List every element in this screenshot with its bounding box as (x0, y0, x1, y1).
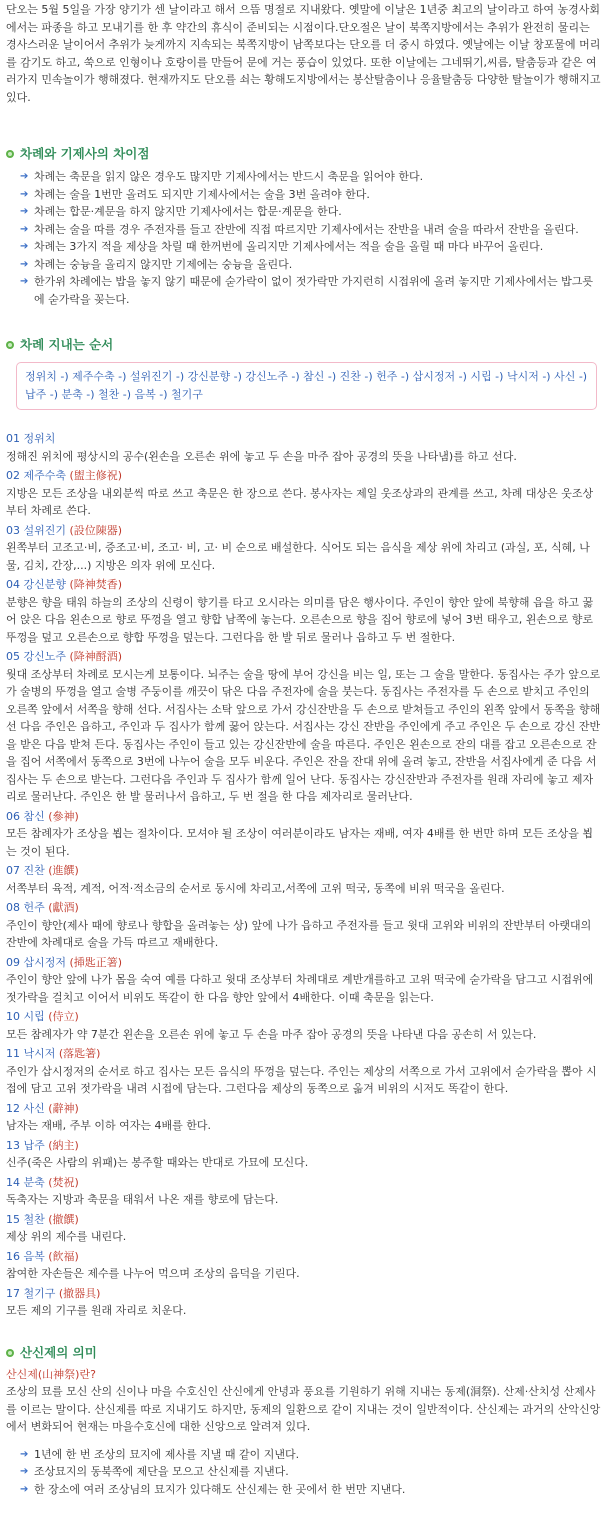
step-body: 서쪽부터 육적, 계적, 어적·적소금의 순서로 동시에 차리고,서쪽에 고위 떡국, 동쪽에 비위 떡국을 올린다. (6, 881, 505, 895)
step-hanja: (揷匙正箸) (69, 955, 123, 969)
arrow-bullet-icon: ➔ (20, 188, 29, 200)
step-hanja: (進饌) (48, 864, 79, 877)
list-item: ➔ 한가위 차례에는 밥을 놓지 않기 때문에 숟가락이 없이 젓가락만 가지런히 시접위에 올려 놓지만 기제사에서는 밥그릇에 숟가락을 꽂는다. (20, 275, 593, 306)
step-title: 15 철찬 (撤饌) (6, 1212, 79, 1226)
step-hanja: (降神焚香) (69, 578, 123, 591)
list-item: ➔ 1년에 한 번 조상의 묘지에 제사를 지낼 때 같이 지낸다. (20, 1446, 601, 1464)
step-body: 모든 참례자가 조상을 뵙는 절차이다. 모셔야 될 조상이 여러분이라도 남자는 재배, 여자 4배를 한 번만 하며 모든 조상을 뵙는 것이 된다. (6, 827, 593, 858)
step-hanja: (撤器具) (58, 1286, 101, 1300)
step-body: 독축자는 지방과 축문을 태워서 나온 재를 향로에 담는다. (6, 1193, 279, 1206)
step-title: 09 삽시정저 (揷匙正箸) (6, 955, 123, 969)
step-title: 11 낙시저 (落匙箸) (6, 1047, 101, 1060)
step-hanja: (侍立) (48, 1010, 79, 1023)
step-body: 제상 위의 제수를 내린다. (6, 1230, 127, 1243)
step-item (6, 648, 601, 806)
section-title-order: 차례 지내는 순서 (6, 334, 601, 356)
arrow-bullet-icon: ➔ (20, 171, 29, 182)
arrow-bullet-icon: ➔ (20, 1483, 29, 1495)
step-title: 07 진찬 (進饌) (6, 864, 79, 877)
step-item (6, 576, 601, 646)
step-hanja: (降神酹酒) (69, 650, 123, 663)
section-title-sansinje: 산신제의 의미 (6, 1342, 601, 1364)
step-body: 모든 참례자가 약 7분간 왼손을 오른손 위에 놓고 두 손을 마주 잡아 공경의 뜻을 나타낸 다음 공손히 서 있는다. (6, 1027, 537, 1041)
arrow-bullet-icon: ➔ (20, 206, 29, 217)
step-item (6, 899, 601, 952)
step-hanja: (飮福) (48, 1249, 79, 1263)
step-body: 왼쪽부터 고조고·비, 증조고·비, 조고· 비, 고· 비 순으로 배설한다. 식어도 되는 음식을 제상 위에 차리고 (과실, 포, 식혜, 나물, 김치, 간장,...) 지방은 의자 위에 모신다. (6, 541, 590, 572)
step-body: 주인가 삽시정저의 순서로 하고 집사는 모든 음식의 뚜껑을 덮는다. 주인는 제상의 서쪽으로 가서 고위에서 숟가락을 뽑아 시접에 담고 고위 젓가락을 내려 시접에 담는다. 그런다음 제상의 동쪽으로 옮겨 비위의 시저도 똑같이 한다. (6, 1064, 597, 1095)
step-title: 14 분축 (焚祝) (6, 1175, 79, 1189)
step-body: 웟대 조상부터 차례로 모시는게 보통이다. 뇌주는 술을 땅에 부어 강신을 비는 일, 또는 그 술을 말한다. 동집사는 주가 앞으로가 술병의 뚜껑을 열고 술병 주둥이를 깨끗이 닦은 다음 주전자에 술을 붓는다. 동집사는 주전자를 두 손으로 받치고 주인의 오른쪽 앞에서 서쪽을 향해 선다. 서집사는 소탁 앞으로 가서 강신잔반을 두 손으로 받쳐들고 주인의 왼쪽 앞에서 동쪽을 향해 선 다음 주인은 읍하고, 주인과 두 집사가 함께 꿇어 앉는다. 서집사는 강신 잔반을 주인에게 주고 주인은 두 손으로 강신 잔반을 받은 다음 받쳐 든다. 동집사는 주인이 들고 있는 강신잔반에 술을 따른다. 주인은 왼손으로 잔의 대를 잡고 오른손으로 잔을 집어 서쪽에서 동쪽으로 3번에 나누어 술을 모두 비운다. 주인은 잔을 잔대 위에 올려 놓고, 잔반을 서집사에게 준 다음 서집사는 두 손으로 받는다. 그런다음 주인과 두 집사가 함께 일어 난다. 동집사는 강신잔반과 주전자를 원래 자리에 놓고 제자리로 물러난다. 주인은 한 발 물러나서 읍하고, 두 번 절을 한 다음 제자리로 물러난다. (6, 667, 601, 803)
arrow-bullet-icon: ➔ (20, 223, 29, 235)
step-title: 03 설위진기 (設位陳器) (6, 523, 123, 537)
step-item (6, 1211, 601, 1246)
list-item: ➔ 차례는 숭늉을 올리지 않지만 기제에는 숭늉을 올린다. (20, 256, 601, 274)
step-title: 05 강신노주 (降神酹酒) (6, 650, 123, 663)
step-body: 신주(죽은 사람의 위패)는 봉주할 때와는 반대로 가묘에 모신다. (6, 1156, 309, 1169)
step-body: 정해진 위치에 평상시의 공수(왼손을 오른손 위에 놓고 두 손을 마주 잡아 공경의 뜻을 나타냄)를 하고 선다. (6, 449, 517, 463)
step-title: 10 시립 (侍立) (6, 1010, 79, 1023)
list-item: ➔ 차례는 축문을 읽지 않은 경우도 많지만 기제사에서는 반드시 축문을 읽어야 한다. (20, 168, 601, 186)
bullet-circle-icon (6, 341, 14, 349)
arrow-bullet-icon: ➔ (20, 241, 29, 252)
step-item (6, 808, 601, 861)
step-item (6, 522, 601, 575)
step-hanja: (辭神) (48, 1101, 79, 1115)
arrow-bullet-icon: ➔ (20, 1466, 29, 1477)
step-item (6, 1008, 601, 1043)
list-item: ➔ 차례는 합문·계문을 하지 않지만 기제사에서는 합문·계문을 한다. (20, 203, 601, 221)
step-item (6, 1045, 601, 1098)
sansinje-body: 조상의 묘를 모신 산의 신이나 마을 수호신인 산신에게 안녕과 풍요를 기원하기 위해 지내는 동제(洞祭). 산제·산치성 산제사를 이르는 말이다. 산신제를 따로 지내기도 하지만, 동제의 일환으로 같이 지내는 것이 일반적이다. 산신제는 과거의 산악신앙에서 변화되어 현재는 마을수호신에 대한 신앙으로 알려져 있다. (6, 1385, 601, 1433)
step-item (6, 954, 601, 1007)
list-item: ➔ 조상묘지의 동북쪽에 제단을 모으고 산신제를 지낸다. (20, 1463, 601, 1481)
list-item: ➔ 차례는 술을 1번만 올려도 되지만 기제사에서는 술을 3번 올려야 한다. (20, 186, 601, 204)
bullet-circle-icon (6, 150, 14, 158)
step-body: 지방은 모든 조상을 내외분씩 따로 쓰고 축문은 한 장으로 쓴다. 봉사자는 제일 웃조상과의 관계를 쓰고, 차례 대상은 웃조상부터 차례로 쓴다. (6, 486, 594, 517)
step-title: 06 참신 (參神) (6, 809, 79, 823)
step-title: 01 정위치 (6, 432, 56, 445)
step-hanja: (盥主修祝) (69, 469, 123, 482)
step-body: 남자는 재배, 주부 이하 여자는 4배를 한다. (6, 1119, 211, 1132)
step-item (6, 1100, 601, 1135)
step-hanja: (獻酒) (48, 901, 79, 914)
sansinje-subheading: 산신제(山神祭)란? (6, 1367, 96, 1381)
step-body: 분향은 향을 태워 하늘의 조상의 신령이 향기를 타고 오시라는 의미를 담은 행사이다. 주인이 향안 앞에 북향해 읍을 하고 꿇어 앉은 다음 왼손으로 향로 뚜껑을 열고 향합 남쪽에 놓는다. 오른손으로 향을 집어 향로에 넣어 3번 태우고, 왼손으로 향로 뚜껑을 덮고 오른손으로 향합 뚜껑을 덮는다. 그런다음 한 발 뒤로 물러나 읍하고 두 번 절한다. (6, 595, 594, 644)
step-title: 08 헌주 (獻酒) (6, 901, 79, 914)
step-hanja: (參神) (48, 809, 79, 823)
step-hanja: (焚祝) (48, 1175, 79, 1189)
list-item: ➔ 차례는 3가지 적을 제상을 차릴 때 한꺼번에 올리지만 기제사에서는 적을 술을 올릴 때 마다 바꾸어 올린다. (20, 238, 601, 256)
step-hanja: (撤饌) (48, 1212, 79, 1226)
step-body: 참여한 자손들은 제수를 나누어 먹으며 조상의 음덕을 기린다. (6, 1267, 300, 1280)
step-item (6, 1137, 601, 1172)
bullet-circle-icon (6, 1349, 14, 1357)
arrow-bullet-icon: ➔ (20, 258, 29, 270)
step-hanja: (落匙箸) (58, 1047, 101, 1060)
step-body: 모든 제의 기구를 원래 자리로 치운다. (6, 1304, 187, 1317)
difference-list (6, 168, 601, 308)
step-title: 02 제주수축 (盥主修祝) (6, 469, 123, 482)
step-item (6, 1174, 601, 1209)
section-title-difference: 차례와 기제사의 차이점 (6, 143, 601, 165)
step-title: 04 강신분향 (降神焚香) (6, 578, 123, 591)
step-body: 주인이 향안(제사 때에 향로나 향합을 올려놓는 상) 앞에 나가 읍하고 주전자를 들고 윗대 고위와 비위의 잔반부터 아랫대의 잔반에 차례대로 술을 가득 따르고 재배한다. (6, 918, 592, 949)
step-title: 13 납주 (納主) (6, 1138, 79, 1152)
step-hanja: (設位陳器) (69, 523, 123, 537)
list-item: ➔ 차례는 술을 따를 경우 주전자를 들고 잔반에 직접 따르지만 기제사에서는 잔반을 내려 술을 따라서 잔반을 올린다. (20, 221, 601, 239)
step-item (6, 430, 601, 465)
step-item (6, 1248, 601, 1283)
sequence-box: 정위치 -) 제주수축 -) 설위진기 -) 강신분향 -) 강신노주 -) 참신 -) 진찬 -) 헌주 -) 삽시정저 -) 시립 -) 낙시저 -) 사신 -) 납주 -) 분축 -) 철찬 -) 음복 -) 철기구 (16, 362, 597, 410)
steps-list (6, 430, 601, 1320)
sansinje-list (6, 1446, 601, 1499)
step-title: 17 철기구 (撤器具) (6, 1286, 101, 1300)
step-hanja: (納主) (48, 1138, 79, 1152)
step-body: 주인이 향안 앞에 나가 몸을 숙여 예를 다하고 윗대 조상부터 차례대로 계반개를하고 고위 떡국에 숟가락을 담그고 시접위에 젓가락을 걸치고 이어서 비위도 똑같이 한 다음 향안 앞에서 4배한다. 이때 축문을 읽는다. (6, 973, 594, 1004)
step-item (6, 1285, 601, 1320)
step-item (6, 862, 601, 897)
arrow-bullet-icon: ➔ (20, 1448, 29, 1460)
list-item: ➔ 한 장소에 여러 조상님의 묘지가 있다해도 산신제는 한 곳에서 한 번만 지낸다. (20, 1481, 601, 1499)
step-title: 16 음복 (飮福) (6, 1249, 79, 1263)
intro-paragraph: 단오는 5월 5일을 가장 양기가 센 날이라고 해서 으뜸 명절로 지내왔다. 옛말에 이날은 1년중 최고의 날이라고 하여 농경사회에서는 파종을 하고 모내기를 한 후 약간의 휴식이 준비되는 시점이다.단오절은 날이 북쪽지방에서는 추위가 완전히 물리는 경사스러운 날이어서 추위가 늦게까지 지속되는 북쪽지방이 남쪽보다는 단오를 더 중시 하였다. 옛날에는 이날 창포물에 머리를 감기도 하고, 쑥으로 인형이나 호랑이를 만들어 문에 거는 풍습이 있었다. 또한 이날에는 그네뛰기,씨름, 탈춤등과 같은 여러가지 민속놀이가 행해졌다. 현재까지도 단오를 쇠는 황해도지방에서는 봉산탈춤이나 응율탈춤등 다양한 탈놀이가 행해지고있다. (6, 3, 601, 104)
step-item (6, 467, 601, 520)
step-title: 12 사신 (辭神) (6, 1101, 79, 1115)
arrow-bullet-icon: ➔ (20, 276, 29, 287)
